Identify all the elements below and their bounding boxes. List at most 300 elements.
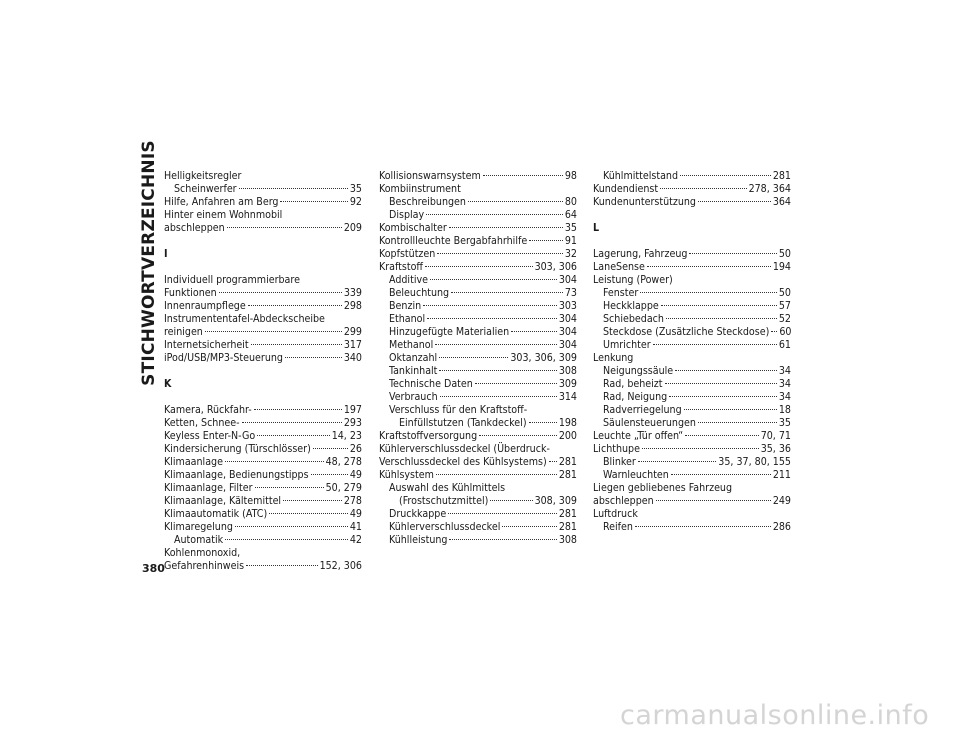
index-entry-pages: 98	[564, 170, 577, 182]
dot-leader	[669, 396, 777, 397]
index-entry	[164, 547, 362, 560]
index-entry	[379, 378, 577, 391]
dot-leader	[468, 201, 563, 202]
index-entry	[379, 417, 577, 430]
index-entry-term: abschleppen	[593, 495, 654, 507]
index-entry-term: Benzin	[389, 300, 422, 312]
index-entry-pages: 80	[564, 196, 577, 208]
index-entry-pages: 293	[343, 417, 362, 429]
index-entry-term: Kühlsystem	[379, 469, 434, 481]
dot-leader	[239, 188, 348, 189]
index-entry-pages: 304	[558, 274, 577, 286]
index-entry-term: Kühlerverschlussdeckel	[389, 521, 501, 533]
index-entry-term: Klimaanlage	[164, 456, 223, 468]
dot-leader	[251, 344, 342, 345]
index-entry	[379, 196, 577, 209]
index-entry	[593, 313, 791, 326]
dot-leader	[280, 201, 347, 202]
index-entry-pages: 303, 306	[534, 261, 577, 273]
index-entry-pages: 57	[778, 300, 791, 312]
index-entry-term: Leistung (Power)	[593, 274, 673, 286]
index-entry-pages: 281	[558, 521, 577, 533]
index-entry	[593, 287, 791, 300]
index-entry-term: Additive	[389, 274, 428, 286]
index-entry	[593, 456, 791, 469]
index-entry	[379, 508, 577, 521]
dot-leader	[219, 292, 342, 293]
index-entry-pages: 317	[343, 339, 362, 351]
index-entry-term: Umrichter	[603, 339, 651, 351]
index-entry	[164, 287, 362, 300]
dot-leader	[689, 253, 776, 254]
index-entry-pages: 278, 364	[748, 183, 791, 195]
index-entry-pages: 304	[558, 313, 577, 325]
index-entry	[593, 352, 791, 365]
index-entry-pages: 298	[343, 300, 362, 312]
index-entry	[593, 339, 791, 352]
index-entry	[593, 326, 791, 339]
index-entry	[164, 469, 362, 482]
dot-leader	[246, 565, 317, 566]
index-entry-term: Hinzugefügte Materialien	[389, 326, 510, 338]
index-entry-pages: 70, 71	[760, 430, 791, 442]
index-entry-term: Kombiinstrument	[379, 183, 461, 195]
index-entry-pages: 339	[343, 287, 362, 299]
index-entry-pages: 309	[558, 378, 577, 390]
index-entry	[164, 313, 362, 326]
index-entry-pages: 194	[772, 261, 791, 273]
index-entry-pages: 49	[349, 469, 362, 481]
index-entry-term: Kühlerverschlussdeckel (Überdruck-	[379, 443, 550, 455]
index-entry-pages: 92	[349, 196, 362, 208]
index-entry-pages: 52	[778, 313, 791, 325]
dot-leader	[675, 370, 777, 371]
index-entry-term: reinigen	[164, 326, 203, 338]
index-entry	[593, 274, 791, 287]
index-entry	[164, 508, 362, 521]
dot-leader	[225, 461, 324, 462]
watermark: carmanualsonline.info	[620, 700, 930, 731]
dot-leader	[313, 448, 348, 449]
index-entry	[379, 365, 577, 378]
index-entry-pages: 35	[778, 417, 791, 429]
index-entry-pages: 14, 23	[331, 430, 362, 442]
sidebar-section-title	[139, 139, 159, 386]
index-entry	[593, 482, 791, 495]
spacer	[164, 261, 362, 274]
index-entry-term: (Frostschutzmittel)	[399, 495, 489, 507]
index-entry-pages: 26	[349, 443, 362, 455]
index-entry-pages: 286	[772, 521, 791, 533]
index-entry-term: Heckklappe	[603, 300, 659, 312]
index-entry-pages: 304	[558, 339, 577, 351]
sidebar-title-text: STICHWORTVERZEICHNIS	[139, 139, 159, 386]
dot-leader	[427, 318, 557, 319]
dot-leader	[642, 448, 759, 449]
index-entry-pages: 303	[558, 300, 577, 312]
index-entry	[593, 170, 791, 183]
index-entry-term: iPod/USB/MP3-Steuerung	[164, 352, 283, 364]
index-entry-pages: 50	[778, 248, 791, 260]
index-entry	[164, 443, 362, 456]
index-entry-term: Kohlenmonoxid,	[164, 547, 241, 559]
index-entry-pages: 211	[772, 469, 791, 481]
index-letter-heading: I	[164, 248, 168, 260]
index-entry-pages: 308, 309	[534, 495, 577, 507]
index-entry	[164, 300, 362, 313]
index-entry-term: Klimaautomatik (ATC)	[164, 508, 268, 520]
index-entry-term: Verschlussdeckel des Kühlsystems)	[379, 456, 547, 468]
index-entry-term: abschleppen	[164, 222, 225, 234]
index-entry	[379, 482, 577, 495]
index-column-1	[164, 170, 362, 573]
dot-leader	[771, 331, 777, 332]
index-entry-pages: 35	[564, 222, 577, 234]
index-entry-term: LaneSense	[593, 261, 645, 273]
index-entry-pages: 303, 306, 309	[510, 352, 577, 364]
index-entry-term: Oktanzahl	[389, 352, 438, 364]
index-entry-term: Kindersicherung (Türschlösser)	[164, 443, 311, 455]
index-entry	[379, 534, 577, 547]
dot-leader	[435, 344, 557, 345]
index-entry-term: Display	[389, 209, 425, 221]
index-entry	[379, 339, 577, 352]
index-entry	[593, 404, 791, 417]
index-entry	[593, 469, 791, 482]
index-entry	[379, 326, 577, 339]
index-entry-pages: 18	[778, 404, 791, 416]
index-entry	[379, 287, 577, 300]
dot-leader	[666, 318, 777, 319]
dot-leader	[635, 526, 771, 527]
dot-leader	[680, 175, 771, 176]
index-entry-term: Helligkeitsregler	[164, 170, 242, 182]
index-entry-term: Gefahrenhinweis	[164, 560, 245, 572]
dot-leader	[439, 357, 508, 358]
dot-leader	[227, 227, 342, 228]
index-entry-term: Warnleuchten	[603, 469, 669, 481]
index-entry-pages: 64	[564, 209, 577, 221]
dot-leader	[549, 461, 557, 462]
dot-leader	[225, 539, 348, 540]
index-entry-pages: 35, 37, 80, 155	[718, 456, 791, 468]
index-entry-term: Rad, beheizt	[603, 378, 663, 390]
index-entry-term: Instrumententafel-Abdeckscheibe	[164, 313, 325, 325]
index-entry-pages: 41	[349, 521, 362, 533]
index-entry-pages: 304	[558, 326, 577, 338]
index-entry	[379, 300, 577, 313]
index-entry-term: Ethanol	[389, 313, 426, 325]
spacer	[164, 391, 362, 404]
index-entry-term: Radverriegelung	[603, 404, 682, 416]
index-entry-pages: 50	[778, 287, 791, 299]
dot-leader	[656, 500, 771, 501]
index-entry	[593, 495, 791, 508]
index-entry-pages: 281	[558, 469, 577, 481]
index-entry	[379, 261, 577, 274]
index-entry-term: Kühlmittelstand	[603, 170, 679, 182]
dot-leader	[529, 240, 563, 241]
index-entry-term: Kraftstoff	[379, 261, 423, 273]
dot-leader	[269, 513, 348, 514]
dot-leader	[451, 292, 563, 293]
index-entry	[164, 521, 362, 534]
index-entry-term: Klimaanlage, Kältemittel	[164, 495, 282, 507]
index-entry	[379, 469, 577, 482]
index-entry-term: Kraftstoffversorgung	[379, 430, 478, 442]
index-entry-term: Keyless Enter-N-Go	[164, 430, 256, 442]
index-entry	[379, 404, 577, 417]
index-entry-term: Methanol	[389, 339, 434, 351]
index-entry-term: Kamera, Rückfahr-	[164, 404, 252, 416]
index-entry-term: Internetsicherheit	[164, 339, 249, 351]
dot-leader	[440, 396, 557, 397]
dot-leader	[425, 266, 533, 267]
index-entry-term: Kühlleistung	[389, 534, 448, 546]
index-entry-term: Druckkappe	[389, 508, 447, 520]
index-entry-term: Säulensteuerungen	[603, 417, 696, 429]
index-entry-pages: 198	[558, 417, 577, 429]
index-entry-term: Individuell programmierbare	[164, 274, 300, 286]
dot-leader	[448, 513, 557, 514]
dot-leader	[502, 526, 556, 527]
index-entry-term: Lenkung	[593, 352, 634, 364]
index-entry-pages: 42	[349, 534, 362, 546]
index-entry-term: Ketten, Schnee-	[164, 417, 240, 429]
index-entry-pages: 34	[778, 378, 791, 390]
dot-leader	[437, 253, 563, 254]
dot-leader	[283, 500, 342, 501]
index-entry-pages: 197	[343, 404, 362, 416]
index-entry-term: Kundenunterstützung	[593, 196, 696, 208]
index-entry-term: Liegen gebliebenes Fahrzeug	[593, 482, 733, 494]
index-entry-term: Kombischalter	[379, 222, 447, 234]
index-entry	[164, 352, 362, 365]
index-entry-term: Verbrauch	[389, 391, 438, 403]
dot-leader	[661, 305, 777, 306]
index-entry-term: Verschluss für den Kraftstoff-	[389, 404, 528, 416]
index-entry	[593, 196, 791, 209]
index-entry	[379, 222, 577, 235]
dot-leader	[257, 435, 329, 436]
index-entry-term: Automatik	[174, 534, 224, 546]
dot-leader	[475, 383, 557, 384]
index-entry-term: Reifen	[603, 521, 633, 533]
index-entry-term: Lagerung, Fahrzeug	[593, 248, 688, 260]
index-entry	[593, 521, 791, 534]
index-entry-term: Blinker	[603, 456, 636, 468]
dot-leader	[436, 474, 557, 475]
index-entry-term: Klimaregelung	[164, 521, 233, 533]
index-entry-pages: 35, 36	[760, 443, 791, 455]
index-entry	[593, 508, 791, 521]
dot-leader	[479, 435, 557, 436]
dot-leader	[449, 227, 563, 228]
index-entry-pages: 299	[343, 326, 362, 338]
index-entry	[593, 417, 791, 430]
index-entry-pages: 249	[772, 495, 791, 507]
dot-leader	[255, 487, 324, 488]
index-entry	[379, 521, 577, 534]
index-entry-pages: 281	[558, 456, 577, 468]
index-entry	[379, 235, 577, 248]
index-entry-term: Scheinwerfer	[174, 183, 237, 195]
index-entry-term: Tankinhalt	[389, 365, 438, 377]
index-entry-term: Rad, Neigung	[603, 391, 668, 403]
index-entry-pages: 61	[778, 339, 791, 351]
spacer	[593, 235, 791, 248]
index-entry-pages: 281	[772, 170, 791, 182]
index-entry-term: Steckdose (Zusätzliche Steckdose)	[603, 326, 770, 338]
index-entry	[164, 222, 362, 235]
index-entry-pages: 200	[558, 430, 577, 442]
index-entry	[379, 430, 577, 443]
index-entry-pages: 73	[564, 287, 577, 299]
index-entry	[593, 378, 791, 391]
dot-leader	[423, 305, 557, 306]
index-entry	[593, 248, 791, 261]
index-entry-term: Luftdruck	[593, 508, 638, 520]
dot-leader	[430, 279, 557, 280]
index-entry	[593, 391, 791, 404]
index-entry-pages: 308	[558, 365, 577, 377]
index-entry	[164, 196, 362, 209]
dot-leader	[285, 357, 342, 358]
index-entry	[164, 456, 362, 469]
index-entry	[379, 183, 577, 196]
index-entry	[593, 430, 791, 443]
index-entry-term: Kundendienst	[593, 183, 659, 195]
dot-leader	[698, 201, 771, 202]
index-entry-pages: 48, 278	[325, 456, 362, 468]
index-entry	[164, 339, 362, 352]
index-entry	[164, 183, 362, 196]
index-entry	[379, 209, 577, 222]
index-entry-term: Schiebedach	[603, 313, 664, 325]
index-entry	[379, 495, 577, 508]
dot-leader	[647, 266, 771, 267]
index-entry-pages: 60	[779, 326, 792, 338]
index-column-3	[593, 170, 791, 534]
dot-leader	[511, 331, 557, 332]
index-letter-heading: K	[164, 378, 172, 390]
index-entry	[593, 183, 791, 196]
dot-leader	[248, 305, 342, 306]
index-entry-term: Klimaanlage, Bedienungstipps	[164, 469, 309, 481]
index-column-2	[379, 170, 577, 547]
index-entry-pages: 364	[772, 196, 791, 208]
index-entry-term: Kontrollleuchte Bergabfahrhilfe	[379, 235, 528, 247]
index-entry-term: Auswahl des Kühlmittels	[389, 482, 506, 494]
dot-leader	[698, 422, 777, 423]
index-entry	[164, 209, 362, 222]
index-entry-pages: 314	[558, 391, 577, 403]
dot-leader	[490, 500, 532, 501]
index-entry-term: Beleuchtung	[389, 287, 450, 299]
index-entry	[164, 417, 362, 430]
index-entry-pages: 152, 306	[319, 560, 362, 572]
index-entry	[164, 326, 362, 339]
dot-leader	[254, 409, 342, 410]
index-entry-term: Fenster	[603, 287, 639, 299]
dot-leader	[426, 214, 563, 215]
index-entry	[379, 170, 577, 183]
index-entry-pages: 34	[778, 391, 791, 403]
index-entry	[593, 443, 791, 456]
index-entry	[593, 300, 791, 313]
dot-leader	[685, 435, 758, 436]
dot-leader	[205, 331, 342, 332]
dot-leader	[653, 344, 777, 345]
dot-leader	[439, 370, 556, 371]
index-entry	[164, 560, 362, 573]
index-entry-term: Einfüllstutzen (Tankdeckel)	[399, 417, 527, 429]
index-entry	[164, 534, 362, 547]
index-entry	[379, 352, 577, 365]
page-number: 380	[142, 562, 165, 575]
index-entry	[164, 482, 362, 495]
index-entry	[379, 313, 577, 326]
index-entry	[593, 261, 791, 274]
index-entry-term: Kopfstützen	[379, 248, 436, 260]
index-entry-pages: 35	[349, 183, 362, 195]
index-entry-term: Leuchte „Tür offen“	[593, 430, 684, 442]
index-entry-term: Funktionen	[164, 287, 217, 299]
index-entry-pages: 34	[778, 365, 791, 377]
index-entry-pages: 50, 279	[325, 482, 362, 494]
index-entry-pages: 278	[343, 495, 362, 507]
index-entry	[164, 170, 362, 183]
index-entry-term: Hinter einem Wohnmobil	[164, 209, 283, 221]
index-entry-pages: 281	[558, 508, 577, 520]
index-entry-pages: 91	[564, 235, 577, 247]
dot-leader	[483, 175, 563, 176]
index-entry-term: Beschreibungen	[389, 196, 466, 208]
dot-leader	[529, 422, 557, 423]
dot-leader	[449, 539, 556, 540]
index-entry	[164, 430, 362, 443]
dot-leader	[640, 292, 777, 293]
index-entry-term: Lichthupe	[593, 443, 640, 455]
index-letter-heading: L	[593, 222, 600, 234]
index-entry	[593, 365, 791, 378]
index-entry	[379, 248, 577, 261]
dot-leader	[660, 188, 746, 189]
index-entry	[379, 274, 577, 287]
index-entry-term: Neigungssäule	[603, 365, 674, 377]
index-entry-term: Technische Daten	[389, 378, 473, 390]
index-entry	[164, 404, 362, 417]
index-entry-pages: 49	[349, 508, 362, 520]
dot-leader	[638, 461, 716, 462]
index-entry-pages: 308	[558, 534, 577, 546]
dot-leader	[671, 474, 771, 475]
index-entry-pages: 209	[343, 222, 362, 234]
dot-leader	[684, 409, 777, 410]
index-entry-term: Innenraumpflege	[164, 300, 246, 312]
index-entry	[379, 456, 577, 469]
index-entry	[164, 274, 362, 287]
dot-leader	[665, 383, 777, 384]
dot-leader	[235, 526, 348, 527]
index-entry-term: Klimaanlage, Filter	[164, 482, 253, 494]
index-entry-pages: 32	[564, 248, 577, 260]
index-entry-term: Kollisionswarnsystem	[379, 170, 481, 182]
index-entry	[164, 495, 362, 508]
index-entry-term: Hilfe, Anfahren am Berg	[164, 196, 279, 208]
dot-leader	[311, 474, 348, 475]
index-entry	[379, 443, 577, 456]
